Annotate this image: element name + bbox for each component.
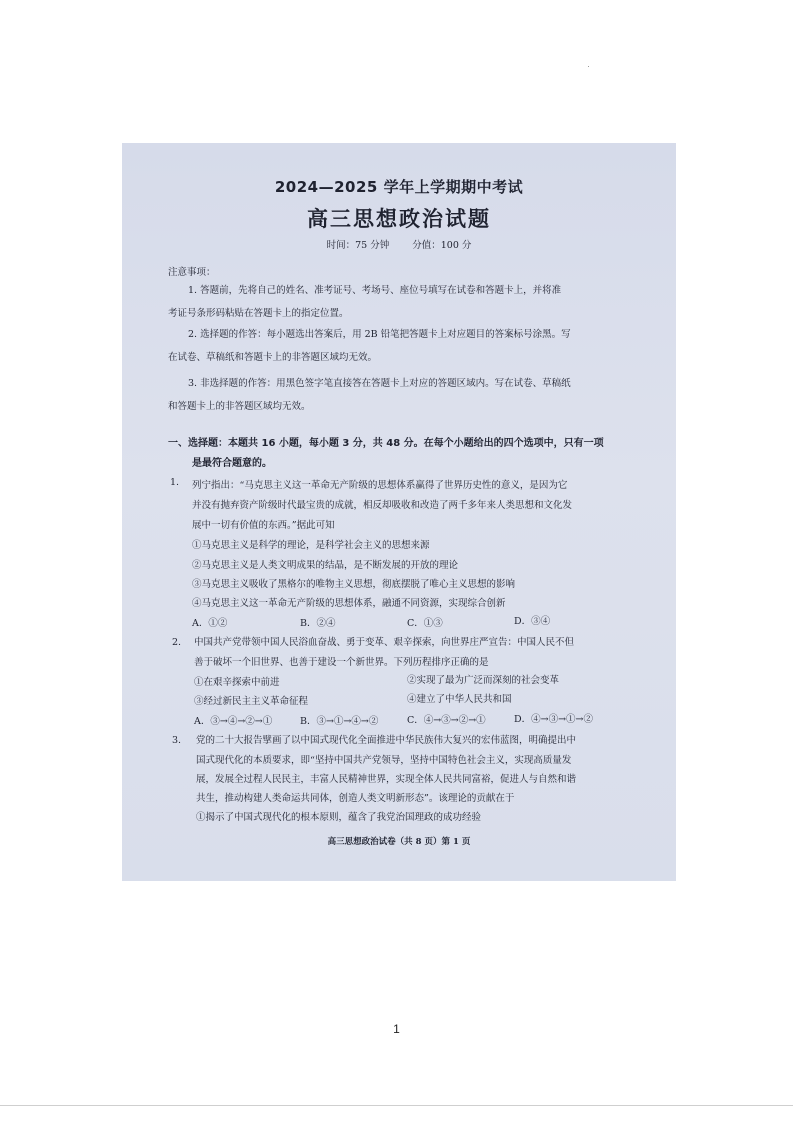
question-item: ①在艰辛探索中前进 [194,677,280,688]
question-stem: 并没有抛弃资产阶级时代最宝贵的成就，相反却吸收和改造了两千多年来人类思想和文化发 [192,500,573,511]
question-item: ②马克思主义是人类文明成果的结晶，是不断发展的开放的理论 [192,560,459,571]
question-stem: 展中一切有价值的东西。”据此可知 [192,520,335,531]
notice-line: 3. 非选择题的作答：用黑色签字笔直接答在答题卡上对应的答题区域内。写在试卷、草稿纸 [188,378,571,389]
question-number: 3. [172,735,182,746]
exam-time: 时间：75 分钟 [326,240,390,251]
exam-subtitle: 高三思想政治试题 [307,207,491,231]
section-heading-cont: 是最符合题意的。 [192,458,272,469]
notice-line: 2. 选择题的作答：每小题选出答案后，用 2B 铅笔把答题卡上对应题目的答案标号涂黑。写 [188,329,571,340]
notice-heading: 注意事项： [168,267,216,278]
notice-line: 考证号条形码粘贴在答题卡上的指定位置。 [168,308,349,319]
exam-meta [122,237,676,251]
notice-line: 和答题卡上的非答题区域均无效。 [168,401,311,412]
question-stem: 共生，推动构建人类命运共同体，创造人类文明新形态”。该理论的贡献在于 [196,793,515,804]
answer-option: B．②④ [300,618,336,629]
question-stem: 党的二十大报告擘画了以中国式现代化全面推进中华民族伟大复兴的宏伟蓝图，明确提出中 [196,735,577,746]
question-item: ③马克思主义吸收了黑格尔的唯物主义思想，彻底摆脱了唯心主义思想的影响 [192,579,516,590]
question-number: 2. [172,637,182,648]
question-stem: 展，发展全过程人民民主，丰富人民精神世界，实现全体人民共同富裕，促进人与自然和谐 [196,774,577,785]
question-item: ②实现了最为广泛而深刻的社会变革 [407,675,560,686]
question-item: ①揭示了中国式现代化的根本原则，蕴含了我党治国理政的成功经验 [196,812,482,823]
notice-line: 1. 答题前，先将自己的姓名、准考证号、考场号、座位号填写在试卷和答题卡上，并将准 [188,285,562,296]
exam-score: 分值：100 分 [412,240,472,251]
answer-option: B．③→①→④→② [300,716,379,727]
question-stem: 国式现代化的本质要求，即“坚持中国共产党领导，坚持中国特色社会主义，实现高质量发 [196,755,572,766]
bottom-divider [0,1105,793,1106]
exam-title: 2024—2025 学年上学期期中考试 [274,178,524,196]
question-item: ④建立了中华人民共和国 [407,694,512,705]
question-item: ①马克思主义是科学的理论，是科学社会主义的思想来源 [192,540,430,551]
section-heading: 一、选择题：本题共 16 小题，每小题 3 分，共 48 分。在每个小题给出的四个选项中，只有一项 [168,438,604,449]
question-stem: 善于破坏一个旧世界、也善于建设一个新世界。下列历程排序正确的是 [194,657,489,668]
question-item: ④马克思主义这一革命无产阶级的思想体系，融通不同资源，实现综合创新 [192,598,506,609]
question-stem: 中国共产党带领中国人民浴血奋战、勇于变革、艰辛探索，向世界庄严宣告：中国人民不但 [194,637,575,648]
page-number: 1 [393,1022,400,1036]
question-stem: 列宁指出：“马克思主义这一革命无产阶级的思想体系赢得了世界历史性的意义，是因为它 [192,480,568,491]
scan-speck [588,66,589,67]
question-item: ③经过新民主主义革命征程 [194,696,309,707]
answer-option: D．④→③→①→② [514,714,593,725]
answer-option: A．①② [192,618,228,629]
scanned-exam-page [122,143,676,881]
answer-option: D．③④ [514,616,551,627]
answer-option: C．④→③→②→① [407,715,486,726]
answer-option: C．①③ [407,618,443,629]
notice-line: 在试卷、草稿纸和答题卡上的非答题区域均无效。 [168,352,378,363]
answer-option: A．③→④→②→① [194,716,273,727]
question-number: 1. [170,477,180,488]
page-footer: 高三思想政治试卷（共 8 页）第 1 页 [327,837,471,847]
